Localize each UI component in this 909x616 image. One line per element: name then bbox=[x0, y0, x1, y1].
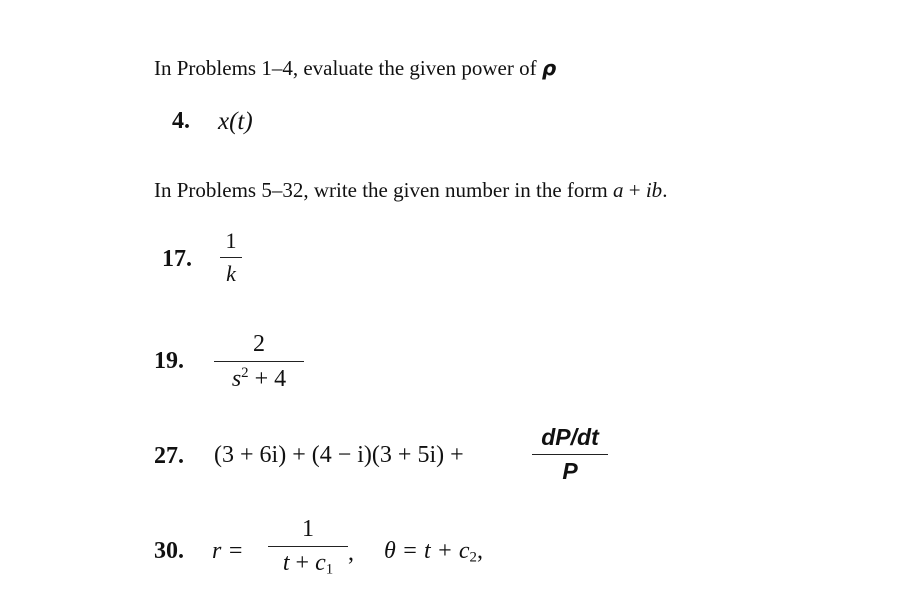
problem-19-numerator: 2 bbox=[253, 331, 265, 357]
problem-19-number: 19. bbox=[154, 348, 184, 374]
fraction-bar bbox=[268, 546, 348, 547]
problem-27-numerator: dP/dt bbox=[541, 424, 599, 450]
problem-30-comma: , bbox=[348, 540, 354, 566]
problem-27-expression: (3 + 6i) + (4 − i)(3 + 5i) + bbox=[214, 442, 464, 468]
fraction-bar bbox=[220, 257, 242, 258]
problem-4-number: 4. bbox=[172, 108, 190, 134]
denominator-plus: + bbox=[289, 550, 316, 576]
denominator-t: t bbox=[282, 550, 290, 576]
theta-equation-text: θ = t + bbox=[384, 538, 459, 564]
section2-instruction bbox=[154, 178, 667, 203]
problem-17-fraction bbox=[220, 228, 242, 287]
theta-c: c bbox=[458, 538, 470, 564]
form-period: . bbox=[662, 178, 668, 202]
section1-instruction-text: In Problems 1–4, evaluate the given power of bbox=[154, 56, 537, 80]
problem-30-number: 30. bbox=[154, 538, 184, 564]
theta-c-subscript: 2 bbox=[469, 549, 477, 566]
section2-instruction-text: In Problems 5–32, write the given number in the form bbox=[154, 178, 608, 202]
form-ib: ib bbox=[645, 178, 663, 202]
problem-27-fraction bbox=[532, 424, 608, 485]
denominator-exponent: 2 bbox=[241, 365, 249, 381]
problem-30-numerator: 1 bbox=[302, 516, 314, 542]
section1-instruction bbox=[154, 56, 556, 81]
problem-27-denominator: P bbox=[562, 458, 578, 484]
form-plus: + bbox=[623, 178, 646, 202]
denominator-c-subscript: 1 bbox=[325, 561, 334, 578]
fraction-bar bbox=[532, 454, 608, 455]
denominator-c: c bbox=[315, 550, 326, 576]
problem-27-number: 27. bbox=[154, 443, 184, 469]
problem-30-denominator bbox=[268, 550, 348, 579]
problem-4-expression: x(t) bbox=[218, 108, 253, 135]
denominator-rest: + 4 bbox=[248, 365, 287, 392]
problem-17-numerator: 1 bbox=[225, 228, 237, 253]
problem-19-fraction bbox=[214, 331, 304, 393]
rho-symbol: ρ bbox=[541, 56, 557, 80]
problem-17-number: 17. bbox=[162, 246, 192, 272]
denominator-variable: s bbox=[231, 365, 242, 392]
problem-30-lhs: r = bbox=[212, 538, 244, 564]
theta-comma: , bbox=[476, 538, 483, 564]
problem-30-fraction bbox=[268, 516, 348, 579]
problem-17-denominator: k bbox=[226, 261, 236, 286]
form-a: a bbox=[613, 178, 624, 202]
problem-19-denominator bbox=[214, 365, 304, 393]
fraction-bar bbox=[214, 361, 304, 362]
problem-30-theta-equation bbox=[384, 538, 483, 567]
